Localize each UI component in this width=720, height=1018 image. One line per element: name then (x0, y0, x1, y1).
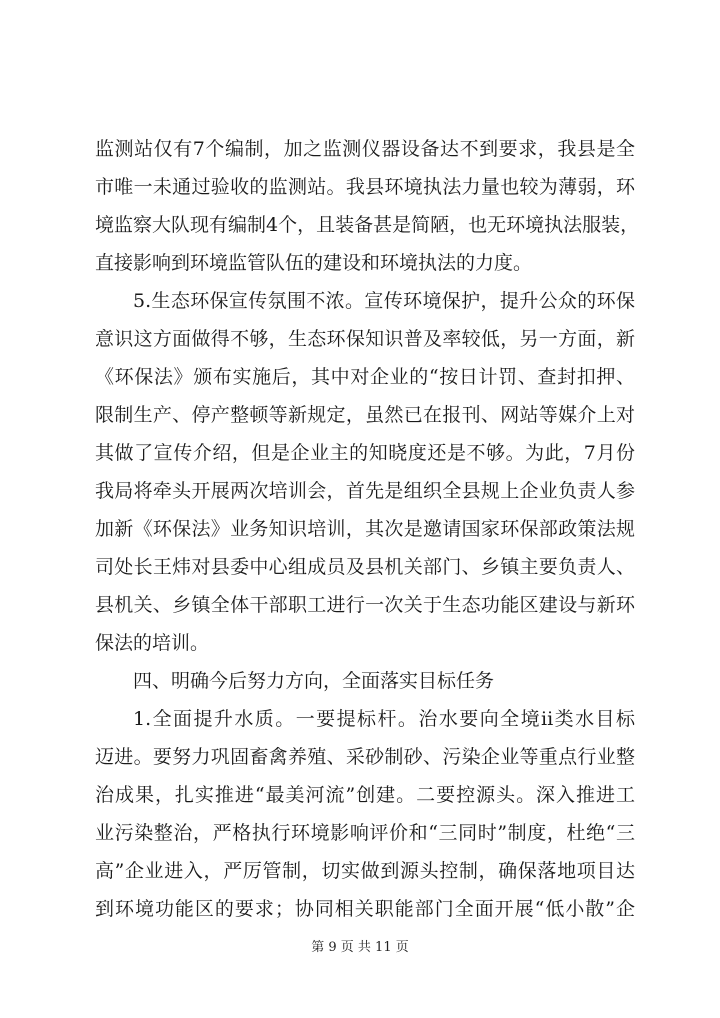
paragraph-line: 我局将牵头开展两次培训会，首先是组织全县规上企业负责人参 (95, 480, 635, 502)
page-number-footer: 第 9 页 共 11 页 (311, 940, 409, 955)
body-text (95, 130, 640, 928)
paragraph-line: 《环保法》颁布实施后，其中对企业的“按日计罚、查封扣押、 (95, 366, 635, 388)
paragraph-line: 其做了宣传介绍，但是企业主的知晓度还是不够。为此，7月份 (95, 442, 635, 464)
paragraph-line: 5.生态环保宣传氛围不浓。宣传环境保护，提升公众的环保 (133, 290, 635, 312)
paragraph-line: 直接影响到环境监管队伍的建设和环境执法的力度。 (95, 252, 533, 274)
paragraph-line: 1.全面提升水质。一要提标杆。治水要向全境ii类水目标 (133, 708, 635, 730)
paragraph-line: 市唯一未通过验收的监测站。我县环境执法力量也较为薄弱，环 (95, 176, 635, 198)
paragraph-line: 限制生产、停产整顿等新规定，虽然已在报刊、网站等媒介上对 (95, 404, 635, 426)
paragraph-line: 保法的培训。 (95, 632, 210, 654)
paragraph-line: 到环境功能区的要求；协同相关职能部门全面开展“低小散”企 (95, 898, 635, 920)
paragraph-line: 境监察大队现有编制4个，且装备甚是简陋，也无环境执法服装， (95, 214, 640, 236)
paragraph-line: 治成果，扎实推进“最美河流”创建。二要控源头。深入推进工 (95, 784, 635, 806)
section-heading: 四、明确今后努力方向，全面落实目标任务 (133, 670, 495, 692)
paragraph-line: 高”企业进入，严厉管制，切实做到源头控制，确保落地项目达 (95, 860, 635, 882)
paragraph-line: 县机关、乡镇全体干部职工进行一次关于生态功能区建设与新环 (95, 594, 635, 616)
paragraph-line: 迈进。要努力巩固畜禽养殖、采砂制砂、污染企业等重点行业整 (95, 746, 635, 768)
paragraph-line: 加新《环保法》业务知识培训，其次是邀请国家环保部政策法规 (95, 518, 635, 540)
paragraph-line: 意识这方面做得不够，生态环保知识普及率较低，另一方面，新 (95, 328, 635, 350)
paragraph-line: 监测站仅有7个编制，加之监测仪器设备达不到要求，我县是全 (95, 138, 635, 160)
paragraph-line: 业污染整治，严格执行环境影响评价和“三同时”制度，杜绝“三 (95, 822, 635, 844)
paragraph-line: 司处长王炜对县委中心组成员及县机关部门、乡镇主要负责人、 (95, 556, 635, 578)
